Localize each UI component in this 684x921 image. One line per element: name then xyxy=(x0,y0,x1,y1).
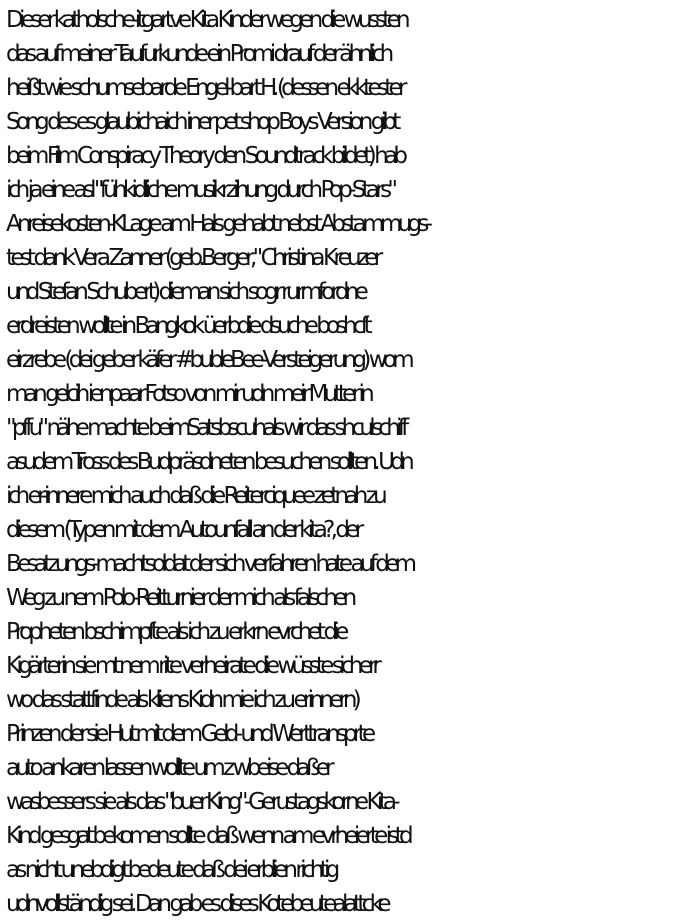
text-line: ich er-innere mich auch daß die Reiterciquee zetnah zu xyxy=(6,483,384,509)
text-line: Song des es glaubichaich iner pet shop Boys Version gibt xyxy=(6,109,397,135)
text-line: asudem Tross des Budpräsdneten besuchen sollten. Udn xyxy=(6,449,410,475)
text-line: test dank Vera Zanner (geb.Berger," Christina Kreuzer xyxy=(6,245,379,271)
text-line: das auf meiner Taufurkunde ein Promi drauf der ähnlich xyxy=(6,41,390,67)
text-line: man gelcih ienpaar Fotso von mir udn meir Mutter in xyxy=(6,381,371,407)
text-line: Dieser katholsche-itgartve Kita Kinder wegen die wussten xyxy=(6,7,406,33)
text-line: as nicht unebdigt bedeute daß dei erblien richtig xyxy=(6,857,336,883)
text-line: wo das stattfinde als kliens Kidn mie ich zu erinnern) xyxy=(6,687,358,713)
text-line: eirzrebe (dei geber käfer #bubleBee-Versteigerung) wom xyxy=(6,347,410,373)
text-line: "pffu" nähe machte beimSatsbscuhals wir das shculschiff xyxy=(6,415,405,441)
text-line: und Stefan Schubert) dieman sich sogr rurmfordne xyxy=(6,279,365,305)
text-line: Anreisekosten-KLage am Hals gehabt nebst Abstammugs- xyxy=(6,211,429,237)
text-line: Besatzungs-machtsoldat der sich verfahren hate auf dem xyxy=(6,551,413,577)
text-line: udnvollständig sei. Dan gab es dises Kotebeutealattcke xyxy=(6,891,387,917)
text-line: wasbessers sie als das "buer King"-Gerustagskorne Kita- xyxy=(6,789,396,815)
text-line: Kigärterin sie mt nem rite verheirate die wüsste sicherr xyxy=(6,653,378,679)
document-body xyxy=(6,0,684,921)
text-line: auto ankaren lassen wollte um z wbeise daßer xyxy=(6,755,330,781)
text-line: Prinzen der sie Hut mit dem Geld- und Werttransprte xyxy=(6,721,372,747)
text-line: diesem (Typen mit dem Autounfall an der kita?, der xyxy=(6,517,360,543)
text-line: heißt wie schumsebarde Engel-bart H. (dessen ekktester xyxy=(6,75,403,101)
text-line: erdreisten wollte in Bangkok üerbdie dsuche boshcft xyxy=(6,313,368,339)
text-line: Kind gesgat bekomen sollte daß wenn am evrheierte istd xyxy=(6,823,409,849)
text-line: Propheten bschimpfte als ich zu erkrn evrchet die xyxy=(6,619,345,645)
text-line: ich ja eine asl "fühkidliche musikrzihung durch Pop-Stars" xyxy=(6,177,394,203)
text-line: beim Film Conspiracy Theory den Soundtrack bildet) hab xyxy=(6,143,404,169)
text-line: Weg zu nem Polo-Reitturnier der mich als falschen xyxy=(6,585,353,611)
